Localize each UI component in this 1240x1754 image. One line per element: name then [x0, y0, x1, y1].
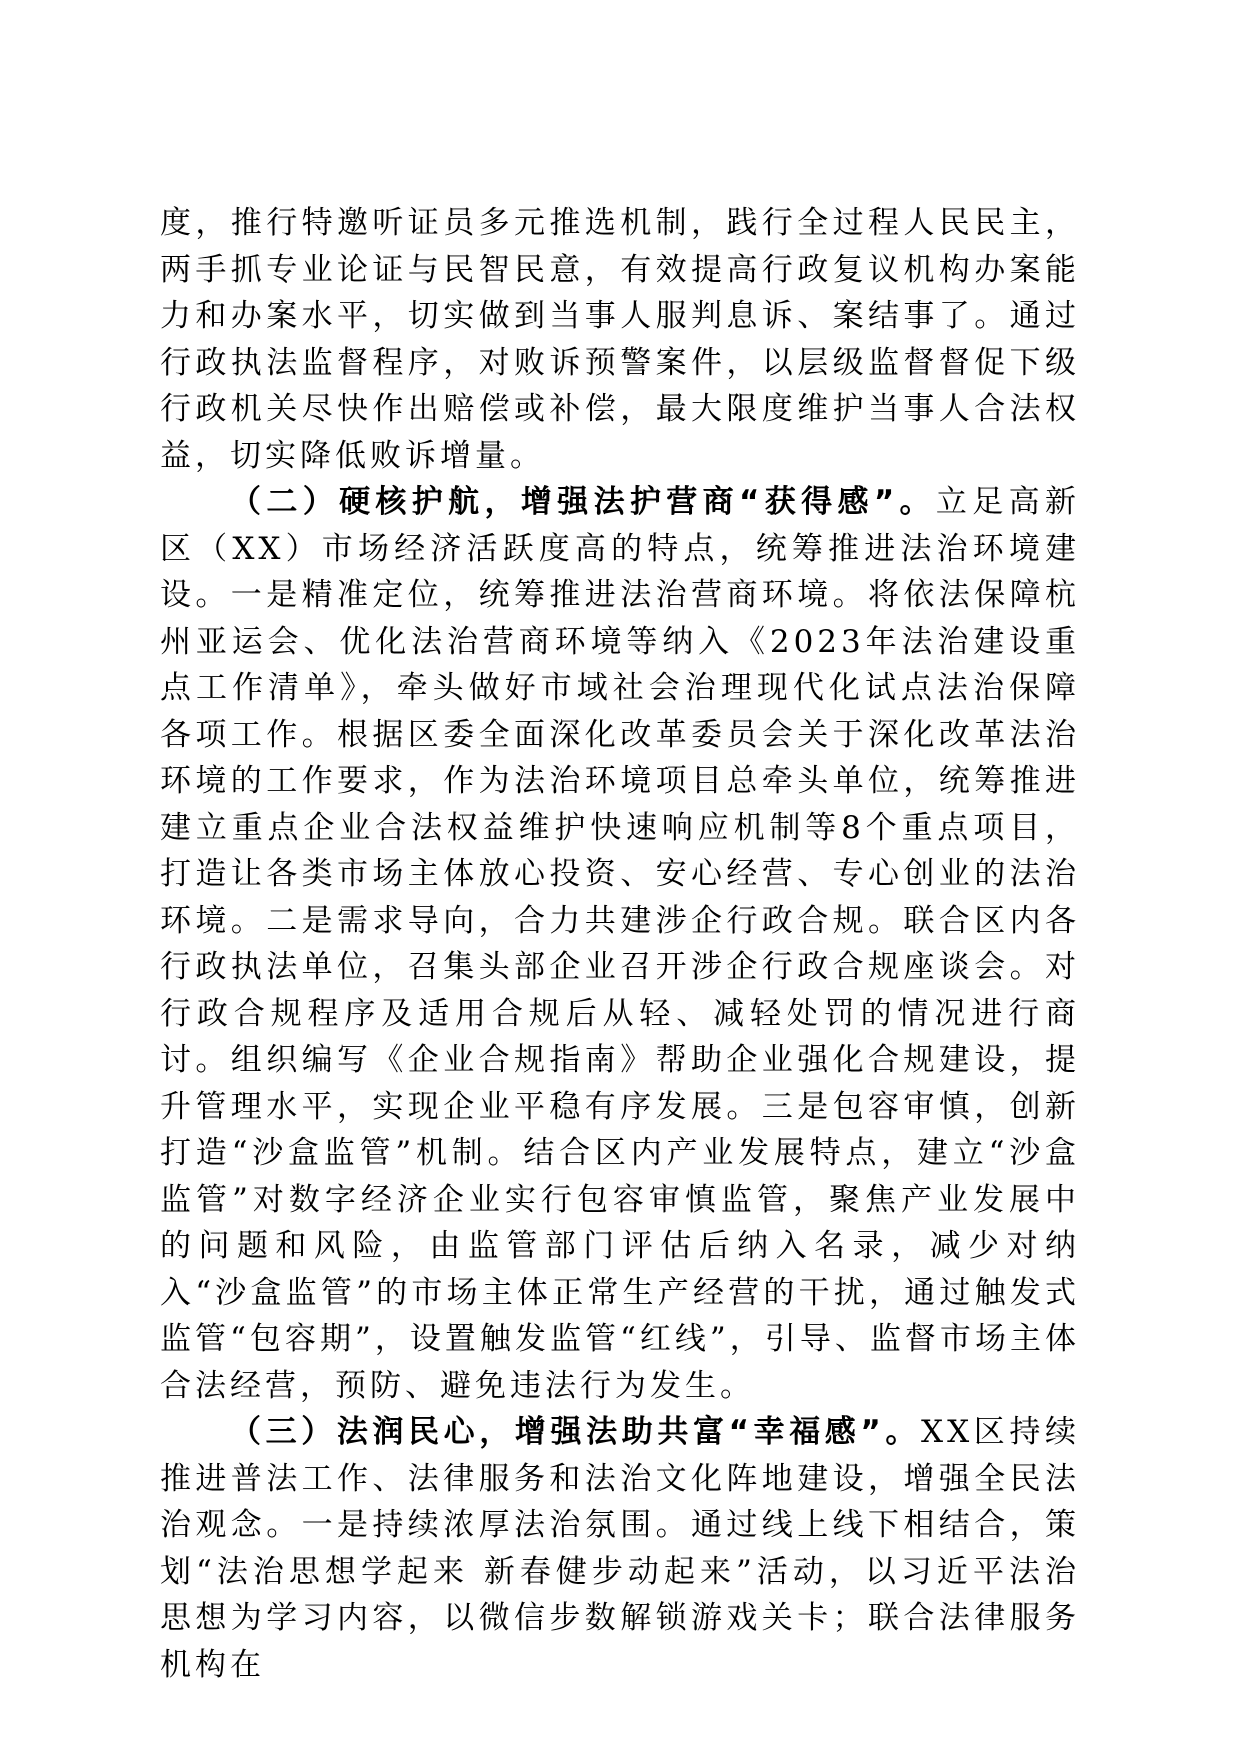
section-heading: （二）硬核护航，增强法护营商“获得感”。	[230, 484, 936, 520]
paragraph-continuation	[160, 200, 1080, 479]
paragraph-section-2	[160, 479, 1080, 1409]
paragraph-body: 度，推行特邀听证员多元推选机制，践行全过程人民民主，两手抓专业论证与民智民意，有效提高行政复议机构办案能力和办案水平，切实做到当事人服判息诉、案结事了。通过行政执法监督程序，对败诉预警案件，以层级监督督促下级行政机关尽快作出赔偿或补偿，最大限度维护当事人合法权益，切实降低败诉增量。	[160, 205, 1080, 474]
document-body	[160, 200, 1080, 1688]
section-heading: （三）法润民心，增强法助共富“幸福感”。	[230, 1414, 922, 1450]
paragraph-body: XX区持续推进普法工作、法律服务和法治文化阵地建设，增强全民法治观念。一是持续浓厚法治氛围。通过线上线下相结合，策划“法治思想学起来 新春健步动起来”活动，以习近平法治思想为学习内容，以微信步数解锁游戏关卡；联合法律服务机构在	[160, 1414, 1080, 1683]
paragraph-section-3	[160, 1409, 1080, 1688]
paragraph-body: 立足高新区（XX）市场经济活跃度高的特点，统筹推进法治环境建设。一是精准定位，统筹推进法治营商环境。将依法保障杭州亚运会、优化法治营商环境等纳入《2023年法治建设重点工作清单》，牵头做好市域社会治理现代化试点法治保障各项工作。根据区委全面深化改革委员会关于深化改革法治环境的工作要求，作为法治环境项目总牵头单位，统筹推进建立重点企业合法权益维护快速响应机制等8个重点项目，打造让各类市场主体放心投资、安心经营、专心创业的法治环境。二是需求导向，合力共建涉企行政合规。联合区内各行政执法单位，召集头部企业召开涉企行政合规座谈会。对行政合规程序及适用合规后从轻、减轻处罚的情况进行商讨。组织编写《企业合规指南》帮助企业强化合规建设，提升管理水平，实现企业平稳有序发展。三是包容审慎，创新打造“沙盒监管”机制。结合区内产业发展特点，建立“沙盒监管”对数字经济企业实行包容审慎监管，聚焦产业发展中的问题和风险，由监管部门评估后纳入名录，减少对纳入“沙盒监管”的市场主体正常生产经营的干扰，通过触发式监管“包容期”，设置触发监管“红线”，引导、监督市场主体合法经营，预防、避免违法行为发生。	[160, 484, 1080, 1404]
